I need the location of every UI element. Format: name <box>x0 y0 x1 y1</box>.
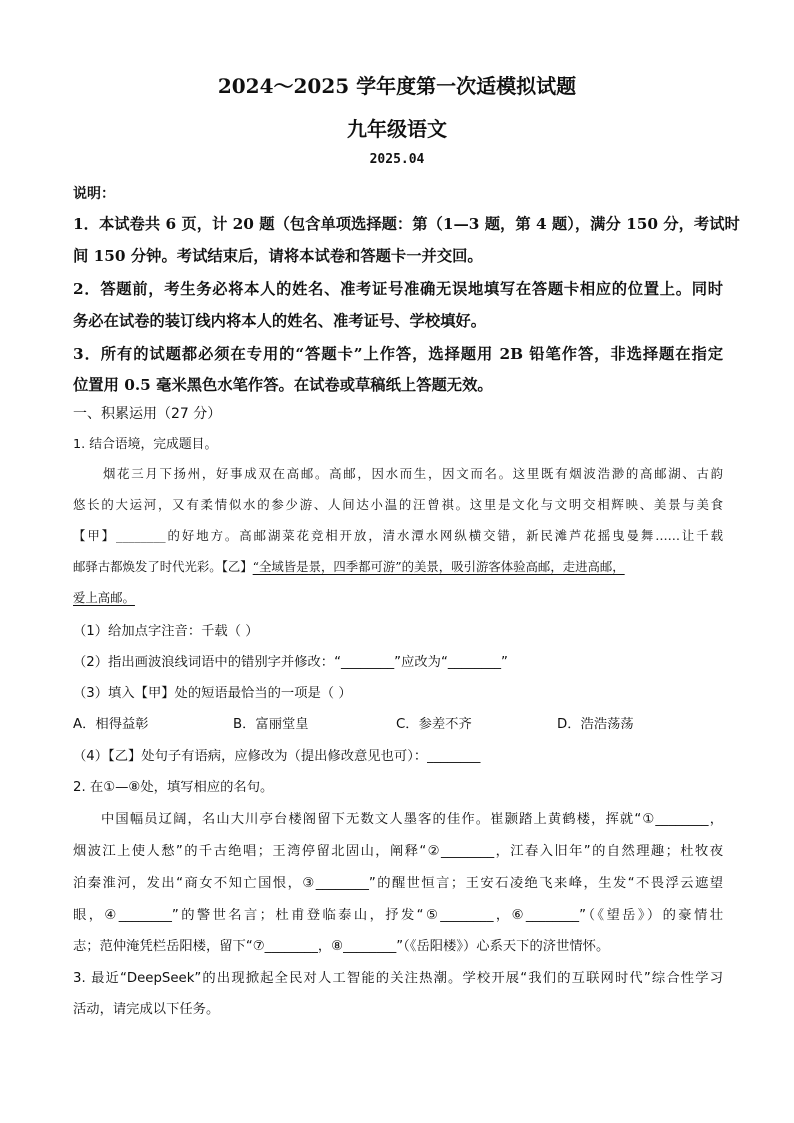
instruction-line-1: 1．本试卷共 6 页，计 20 题（包含单项选择题：第（1—3 题，第 4 题），满分 150 分，考试时 <box>73 215 740 233</box>
q2-stem: 2. 在①—⑧处，填写相应的名句。 <box>73 780 274 795</box>
instruction-line-4: 务必在试卷的装订线内将本人的姓名、准考证号、学校填好。 <box>73 312 487 330</box>
q1-passage-line-2: 悠长的大运河，又有柔情似水的参少游、人间达小温的汪曾祺。这里是文化与文明交相辉映、美景与美食 <box>73 497 723 512</box>
q3-stem-line-1: 3. 最近“DeepSeek”的出现掀起全民对人工智能的关注热潮。学校开展“我们的互联网时代”综合性学习 <box>73 971 723 986</box>
q1-passage-underlined-sentence: “全域皆是景，四季都可游”的美景，吸引游客体验高邮，走进高邮， <box>252 559 625 574</box>
q1-passage-underlined-end: 爱上高邮。 <box>73 590 135 605</box>
q1-passage-line-5 <box>73 588 723 606</box>
q1-stem: 1. 结合语境，完成题目。 <box>73 437 218 452</box>
instruction-line-6: 位置用 0.5 毫米黑色水笔作答。在试卷或草稿纸上答题无效。 <box>73 376 493 394</box>
q1-passage-line-1: 烟花三月下扬州，好事成双在高邮。高邮，因水而生，因文而名。这里既有烟波浩渺的高邮湖、古韵 <box>103 466 723 481</box>
q1-passage-line-4-plain: 邮驿古都焕发了时代光彩。【乙】 <box>73 559 253 574</box>
instructions-heading: 说明： <box>73 186 115 202</box>
q1-option-b: B．富丽堂皇 <box>233 717 309 732</box>
instruction-line-3: 2．答题前，考生务必将本人的姓名、准考证号准确无误地填写在答题卡相应的位置上。同时 <box>73 280 723 298</box>
q1-option-d: D．浩浩荡荡 <box>557 717 634 732</box>
q1-sub-2: （2）指出画波浪线词语中的错别字并修改：“________”应改为“________” <box>73 655 508 670</box>
q2-passage-line-2: 烟波江上使人愁”的千古绝唱；王湾停留北固山，阐释“②________，江春入旧年”的自然理趣；杜牧夜 <box>73 844 723 859</box>
q1-option-c: C．参差不齐 <box>396 717 472 732</box>
instruction-line-5: 3．所有的试题都必须在专用的“答题卡”上作答，选择题用 2B 铅笔作答，非选择题在指定 <box>73 345 723 363</box>
q2-passage-line-3: 泊秦淮河，发出“商女不知亡国恨，③________”的醒世恒言；王安石凌绝飞来峰，生发“不畏浮云遮望 <box>73 876 723 891</box>
q1-option-a: A．相得益彰 <box>73 717 149 732</box>
q1-sub-3: （3）填入【甲】处的短语最恰当的一项是（ ） <box>73 686 352 701</box>
q1-sub-4: （4）【乙】处句子有语病，应修改为（提出修改意见也可）：________ <box>73 749 481 764</box>
instruction-line-2: 间 150 分钟。考试结束后，请将本试卷和答题卡一并交回。 <box>73 247 483 265</box>
q1-passage-line-4 <box>73 557 723 575</box>
q3-stem-line-2: 活动，请完成以下任务。 <box>73 1002 220 1017</box>
exam-title: 2024～2025 学年度第一次适模拟试题 <box>217 74 577 98</box>
q2-passage-line-4: 眼，④________”的警世名言；杜甫登临泰山，抒发“⑤________，⑥________”（《望岳》）的豪情壮 <box>73 908 723 923</box>
section-heading: 一、积累运用（27 分） <box>73 406 222 422</box>
exam-date: 2025.04 <box>369 152 425 167</box>
subject-title: 九年级语文 <box>347 117 447 141</box>
q1-passage-line-3: 【甲】________的好地方。高邮湖菜花竞相开放，清水潭水网纵横交错，新民滩芦花摇曳曼舞……让千载 <box>73 528 723 543</box>
q2-passage-line-5: 志；范仲淹凭栏岳阳楼，留下“⑦________，⑧________”（《岳阳楼》）心系天下的济世情怀。 <box>73 939 610 954</box>
q2-passage-line-1: 中国幅员辽阔，名山大川亭台楼阁留下无数文人墨客的佳作。崔颢踏上黄鹤楼，挥就“①________， <box>101 812 723 827</box>
q1-sub-1: （1）给加点字注音：千载（ ） <box>73 624 259 639</box>
